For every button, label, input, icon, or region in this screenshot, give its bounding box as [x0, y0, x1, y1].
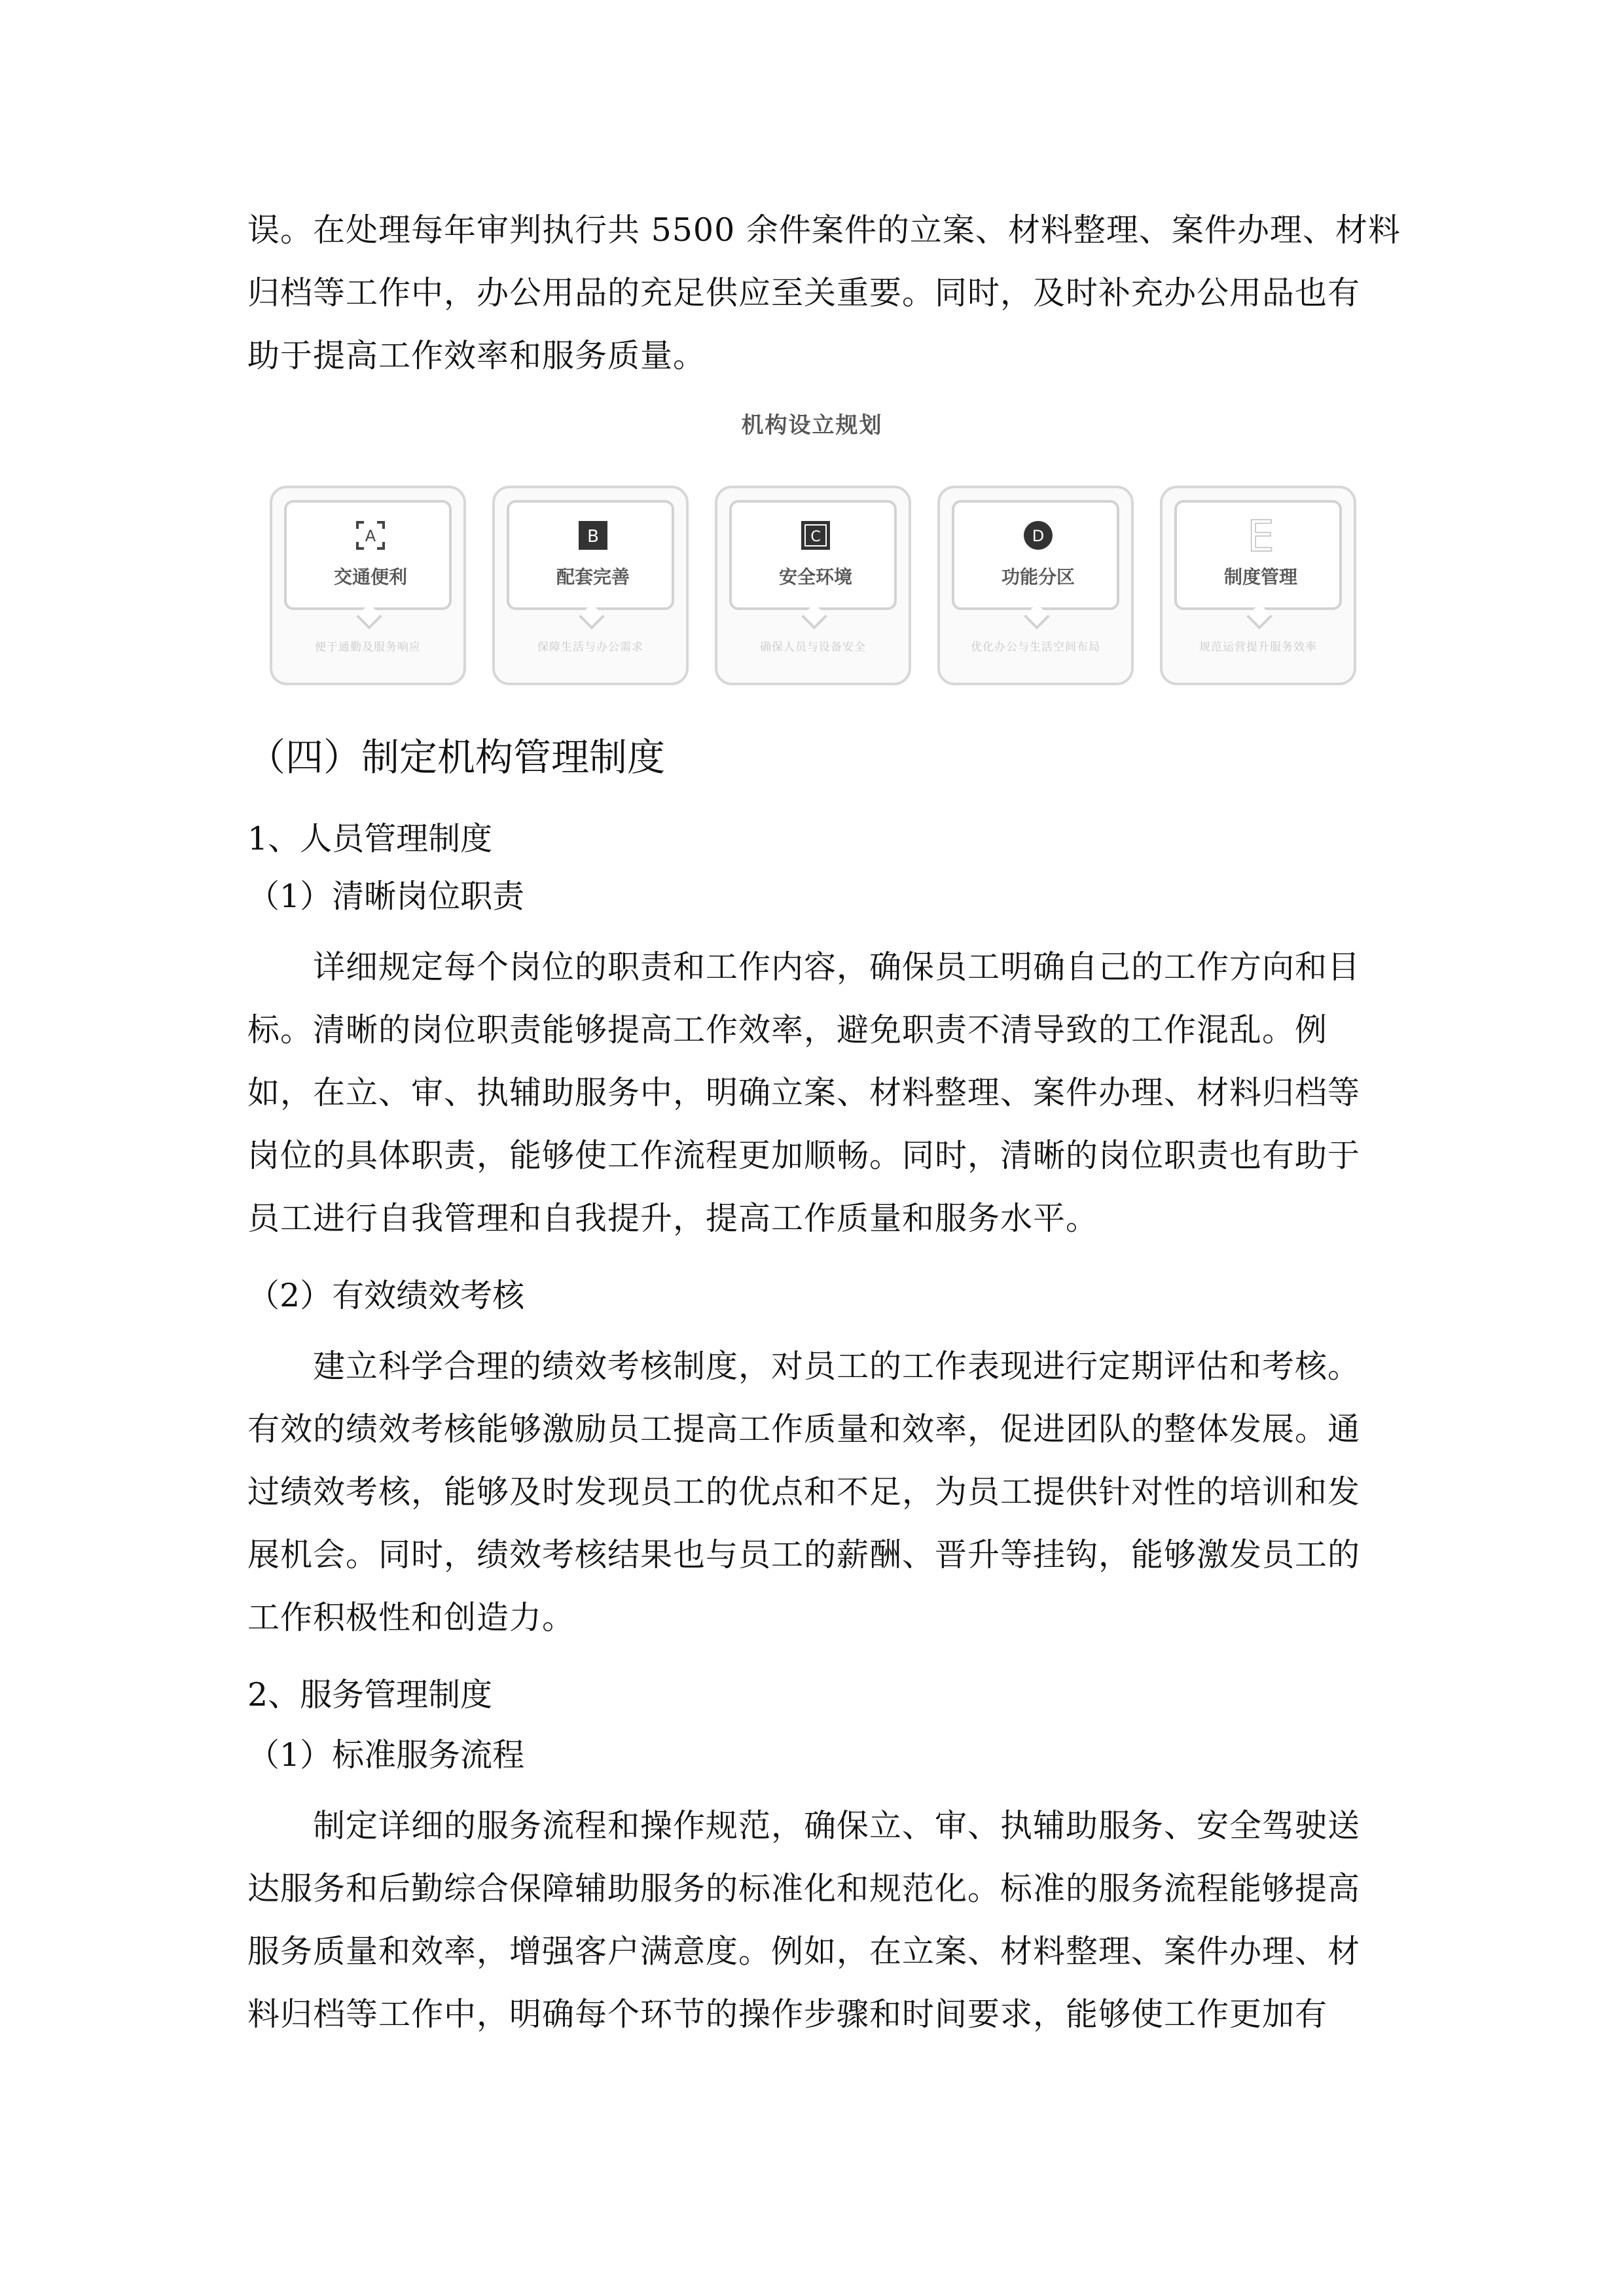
letter-d-circle-icon	[1022, 520, 1054, 551]
section-heading: （四）制定机构管理制度	[247, 735, 666, 780]
svg-text:E: E	[1247, 514, 1274, 555]
letter-a-bracket-icon	[355, 520, 386, 551]
card-description: 优化办公与生活空间布局	[971, 641, 1100, 654]
card-label: 配套完善	[556, 566, 630, 588]
planning-card	[270, 486, 466, 685]
paragraph-line: 建立科学合理的绩效考核制度，对员工的工作表现进行定期评估和考核。	[313, 1348, 1361, 1385]
svg-text:B: B	[587, 527, 599, 547]
card-label: 安全环境	[778, 566, 852, 588]
paragraph-line: 料归档等工作中，明确每个环节的操作步骤和时间要求，能够使工作更加有	[247, 1996, 1328, 2033]
svg-text:D: D	[1032, 527, 1045, 545]
paragraph-line: 展机会。同时，绩效考核结果也与员工的薪酬、晋升等挂钩，能够激发员工的	[247, 1536, 1361, 1573]
planning-card	[715, 486, 911, 685]
subsection-heading: 2、服务管理制度	[247, 1676, 493, 1713]
paragraph-line: 达服务和后勤综合保障辅助服务的标准化和规范化。标准的服务流程能够提高	[247, 1870, 1361, 1907]
paragraph-line: 详细规定每个岗位的职责和工作内容，确保员工明确自己的工作方向和目	[313, 948, 1361, 986]
paragraph-line: 过绩效考核，能够及时发现员工的优点和不足，为员工提供针对性的培训和发	[247, 1473, 1361, 1511]
subsection-heading: 1、人员管理制度	[247, 820, 493, 857]
item-heading: （1）标准服务流程	[247, 1736, 525, 1774]
planning-card	[492, 486, 689, 685]
paragraph-line: 岗位的具体职责，能够使工作流程更加顺畅。同时，清晰的岗位职责也有助于	[247, 1137, 1361, 1174]
paragraph-line: 归档等工作中，办公用品的充足供应至关重要。同时，及时补充办公用品也有	[247, 274, 1361, 312]
letter-e-icon	[1245, 514, 1276, 555]
planning-card	[1160, 486, 1356, 685]
paragraph-line: 服务质量和效率，增强客户满意度。例如，在立案、材料整理、案件办理、材	[247, 1933, 1361, 1970]
paragraph-line: 误。在处理每年审判执行共 5500 余件案件的立案、材料整理、案件办理、材料	[247, 211, 1401, 249]
card-label: 制度管理	[1223, 566, 1297, 588]
paragraph-line: 如，在立、审、执辅助服务中，明确立案、材料整理、案件办理、材料归档等	[247, 1074, 1361, 1111]
card-description: 保障生活与办公需求	[537, 641, 643, 654]
paragraph-line: 助于提高工作效率和服务质量。	[247, 337, 706, 374]
figure-title: 机构设立规划	[741, 412, 883, 439]
card-label: 功能分区	[1001, 566, 1075, 588]
card-label: 交通便利	[333, 566, 407, 588]
paragraph-line: 有效的绩效考核能够激励员工提高工作质量和效率，促进团队的整体发展。通	[247, 1410, 1361, 1448]
planning-card	[937, 486, 1134, 685]
card-description: 确保人员与设备安全	[760, 641, 866, 654]
svg-text:A: A	[365, 527, 376, 545]
svg-text:C: C	[810, 529, 821, 545]
card-description: 便于通勤及服务响应	[315, 641, 421, 654]
item-heading: （2）有效绩效考核	[247, 1277, 525, 1314]
paragraph-line: 标。清晰的岗位职责能够提高工作效率，避免职责不清导致的工作混乱。例	[247, 1011, 1328, 1049]
letter-b-square-icon	[577, 520, 609, 551]
paragraph-line: 员工进行自我管理和自我提升，提高工作质量和服务水平。	[247, 1200, 1099, 1237]
letter-c-square-icon	[800, 520, 831, 551]
paragraph-line: 工作积极性和创造力。	[247, 1599, 575, 1636]
item-heading: （1）清晰岗位职责	[247, 878, 525, 915]
paragraph-line: 制定详细的服务流程和操作规范，确保立、审、执辅助服务、安全驾驶送	[313, 1807, 1361, 1844]
card-description: 规范运营提升服务效率	[1199, 641, 1317, 654]
